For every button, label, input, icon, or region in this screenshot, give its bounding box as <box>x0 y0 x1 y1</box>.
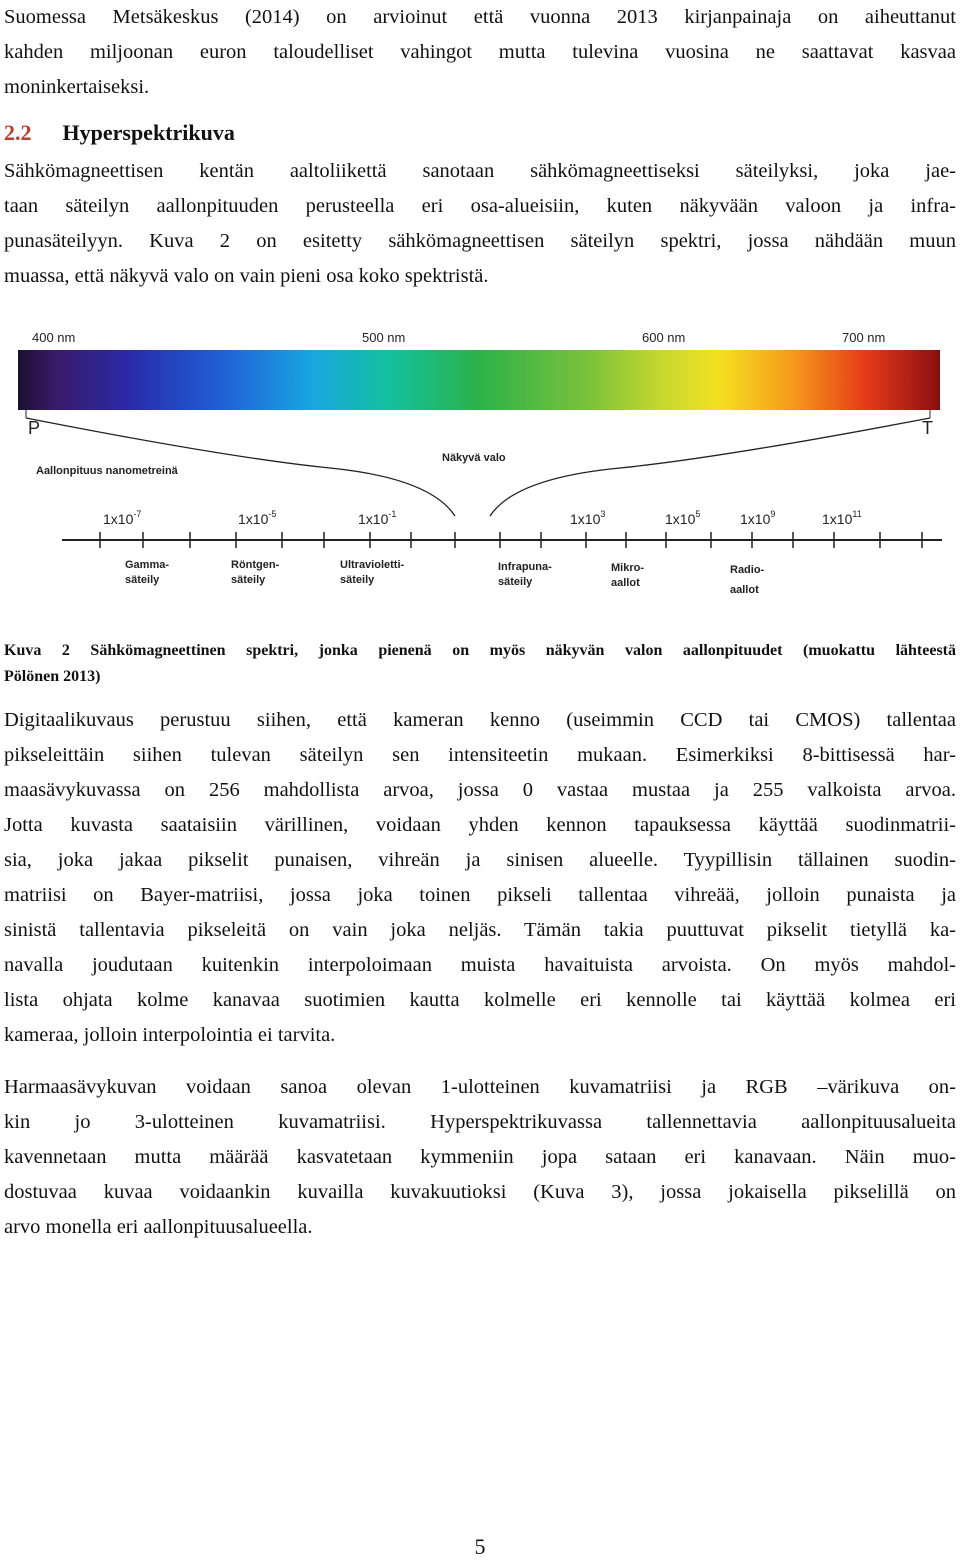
text-line: matriisi on Bayer-matriisi, jossa joka toinen pikseli tallentaa vihreää, jolloin punaista ja <box>4 884 956 906</box>
p-marker-label: P <box>28 418 41 438</box>
section-number: 2.2 <box>4 120 32 145</box>
exponent-label: $1x10^{-1}$ <box>358 509 397 527</box>
region-label-microwave: Mikro-aallot <box>611 562 644 589</box>
nm-label: 400 nm <box>32 330 76 345</box>
section-heading <box>4 118 235 148</box>
text-line: moninkertaiseksi. <box>4 76 150 98</box>
section-paragraph <box>4 154 956 294</box>
exponent-label: $1x10^{-5}$ <box>238 509 277 527</box>
text-line: kin jo 3-ulotteinen kuvamatriisi. Hyperspektrikuvassa tallennettavia aallonpituusalueita <box>4 1111 956 1133</box>
text-line: Suomessa Metsäkeskus (2014) on arvioinut että vuonna 2013 kirjanpainaja on aiheuttanut <box>4 6 956 28</box>
exponent-label: $1x10^3$ <box>570 509 606 527</box>
exponent-label: $1x10^{-7}$ <box>103 509 142 527</box>
text-line: sia, joka jakaa pikselit punaisen, vihreän ja sinisen alueelle. Tyypillisin tällainen suodin- <box>4 849 956 871</box>
text-line: taan säteilyn aallonpituuden perusteella eri osa-alueisiin, kuten näkyvään valoon ja infra- <box>4 195 956 217</box>
text-line: Jotta kuvasta saataisiin värillinen, voidaan yhden kennon tapauksessa käyttää suodinmatrii- <box>4 814 956 836</box>
text-line: lista ohjata kolme kanavaa suotimien kautta kolmelle eri kennolle tai käyttää kolmea eri <box>4 989 956 1011</box>
text-line: pikseleittäin siihen tulevan säteilyn sen intensiteetin mukaan. Esimerkiksi 8-bittisessä har- <box>4 744 956 766</box>
text-line: arvo monella eri aallonpituusalueella. <box>4 1216 313 1238</box>
spectrum-figure <box>0 318 960 608</box>
text-line: navalla joudutaan kuitenkin interpoloimaan muista havaituista arvoista. On myös mahdol- <box>4 954 956 976</box>
exponent-label: $1x10^9$ <box>740 509 776 527</box>
text-line: kameraa, jolloin interpolointia ei tarvita. <box>4 1024 336 1046</box>
region-label-gamma: Gamma-säteily <box>125 559 170 586</box>
region-label-ultraviolet: Ultravioletti-säteily <box>340 559 405 586</box>
text-line: kavennetaan mutta määrää kasvatetaan kymmeniin jopa sataan eri kanavaan. Näin muo- <box>4 1146 956 1168</box>
exponent-label: $1x10^5$ <box>665 509 701 527</box>
page-number: 5 <box>474 1534 486 1559</box>
exponent-label: $1x10^{11}$ <box>822 509 862 527</box>
region-label-xray: Röntgen-säteily <box>231 559 280 586</box>
text-line: sinistä tallentavia pikseleitä on vain joka neljäs. Tämän takia puuttuvat pikselit tietyllä ka- <box>4 919 956 941</box>
region-label-infrared: Infrapuna-säteily <box>498 561 552 588</box>
caption-line: Pölönen 2013) <box>4 668 101 685</box>
text-line: dostuvaa kuvaa voidaankin kuvailla kuvakuutioksi (Kuva 3), jossa jokaisella pikselillä on <box>4 1181 956 1203</box>
region-labels <box>125 559 765 596</box>
body-paragraph-2 <box>4 1070 956 1245</box>
text-line: Digitaalikuvaus perustuu siihen, että kameran kenno (useimmin CCD tai CMOS) tallentaa <box>4 709 956 731</box>
nm-label: 700 nm <box>842 330 886 345</box>
text-line: punasäteilyyn. Kuva 2 on esitetty sähkömagneettisen säteilyn spektri, jossa nähdään muun <box>4 230 956 252</box>
nm-label: 600 nm <box>642 330 686 345</box>
text-line: Sähkömagneettisen kentän aaltoliikettä sanotaan sähkömagneettiseksi säteilyksi, joka jae- <box>4 160 956 182</box>
visible-spectrum-bar <box>18 350 940 410</box>
scale-title: Aallonpituus nanometreinä <box>36 465 178 477</box>
intro-paragraph <box>4 0 956 105</box>
text-line: muassa, että näkyvä valo on vain pieni osa koko spektristä. <box>4 265 489 287</box>
text-line: maasävykuvassa on 256 mahdollista arvoa, jossa 0 vastaa mustaa ja 255 valkoista arvoa. <box>4 779 956 801</box>
caption-line: Kuva 2 Sähkömagneettinen spektri, jonka pienenä on myös näkyvän valon aallonpituudet (muokattu lähteestä <box>4 642 956 659</box>
visible-light-label: Näkyvä valo <box>442 452 506 464</box>
region-label-radio: Radio-aallot <box>730 564 765 596</box>
t-marker-label: T <box>922 418 933 438</box>
nm-label: 500 nm <box>362 330 406 345</box>
body-paragraph-1 <box>4 703 956 1053</box>
section-title: Hyperspektrikuva <box>62 120 235 145</box>
text-line: Harmaasävykuvan voidaan sanoa olevan 1-ulotteinen kuvamatriisi ja RGB –värikuva on- <box>4 1076 956 1098</box>
text-line: kahden miljoonan euron taloudelliset vahingot mutta tulevina vuosina ne saattavat kasvaa <box>4 41 956 63</box>
figure-caption <box>4 638 956 690</box>
visible-range-curve-right <box>490 418 930 516</box>
exponent-labels <box>103 509 862 527</box>
